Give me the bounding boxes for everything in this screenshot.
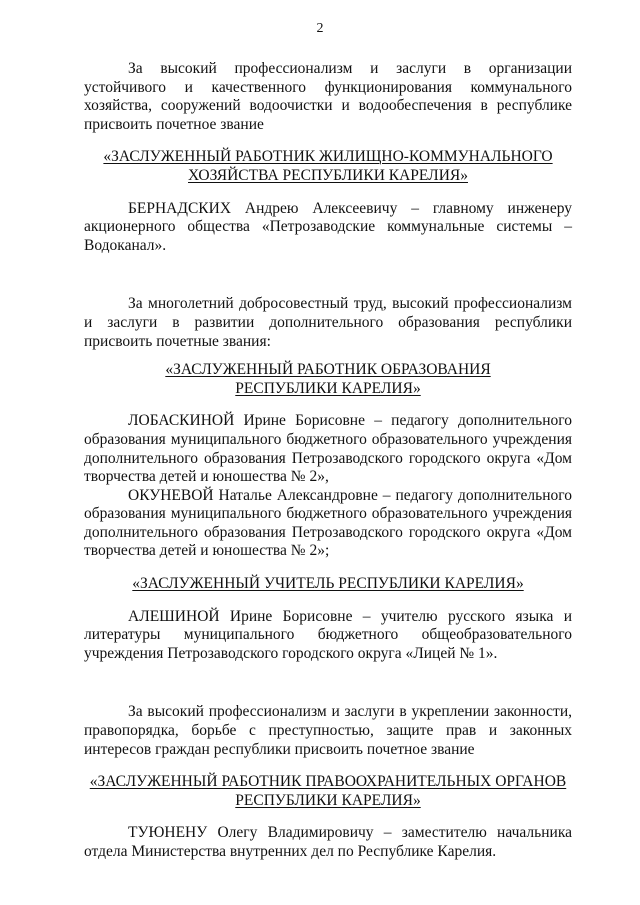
awardee-entry: ЛОБАСКИНОЙ Ирине Борисовне – педагогу дополнительного образования муниципального бюджетного образовательного учреждения дополнительного образования Петрозаводского городского округа «Дом творчества детей и юношества № 2», bbox=[84, 412, 572, 486]
awardee-entry: БЕРНАДСКИХ Андрею Алексеевичу – главному инженеру акционерного общества «Петрозаводские коммунальные системы – Водоканал». bbox=[84, 199, 572, 254]
award-title-line: ХОЗЯЙСТВА РЕСПУБЛИКИ КАРЕЛИЯ» bbox=[188, 166, 468, 184]
document-body bbox=[84, 60, 572, 862]
award-title-line: «ЗАСЛУЖЕННЫЙ РАБОТНИК ОБРАЗОВАНИЯ bbox=[165, 361, 491, 379]
page-number: 2 bbox=[316, 21, 324, 36]
award-title bbox=[84, 575, 572, 594]
awardee-entry: ТУЮНЕНУ Олегу Владимировичу – заместителю начальника отдела Министерства внутренних дел по Республике Карелия. bbox=[84, 824, 572, 860]
section-intro: За высокий профессионализм и заслуги в укреплении законности, правопорядка, борьбе с преступностью, защите прав и законных интересов граждан республики присвоить почетное звание bbox=[84, 703, 572, 758]
awardee-entry: ОКУНЕВОЙ Наталье Александровне – педагогу дополнительного образования муниципального бюджетного образовательного учреждения дополнительного образования Петрозаводского городского округа «Дом творчества детей и юношества № 2»; bbox=[84, 486, 572, 560]
section-intro: За высокий профессионализм и заслуги в организации устойчивого и качественного функционирования коммунального хозяйства, сооружений водоочистки и водообеспечения в республике присвоить почетное звание bbox=[84, 60, 572, 133]
award-title-line: РЕСПУБЛИКИ КАРЕЛИЯ» bbox=[235, 791, 421, 809]
award-title-line: РЕСПУБЛИКИ КАРЕЛИЯ» bbox=[235, 379, 421, 397]
section-intro: За многолетний добросовестный труд, высокий профессионализм и заслуги в развитии дополнительного образования республики присвоить почетные звания: bbox=[84, 295, 572, 350]
awardee-entry: АЛЕШИНОЙ Ирине Борисовне – учителю русского языка и литературы муниципального бюджетного общеобразовательного учреждения Петрозаводского городского округа «Лицей № 1». bbox=[84, 607, 572, 662]
award-title bbox=[84, 361, 572, 398]
award-title-line: «ЗАСЛУЖЕННЫЙ РАБОТНИК ЖИЛИЩНО-КОММУНАЛЬНОГО bbox=[103, 148, 553, 166]
award-title-line: «ЗАСЛУЖЕННЫЙ УЧИТЕЛЬ РЕСПУБЛИКИ КАРЕЛИЯ» bbox=[132, 575, 524, 593]
award-title-line: «ЗАСЛУЖЕННЫЙ РАБОТНИК ПРАВООХРАНИТЕЛЬНЫХ ОРГАНОВ bbox=[89, 773, 567, 791]
award-title bbox=[84, 148, 572, 185]
award-title bbox=[84, 773, 572, 810]
